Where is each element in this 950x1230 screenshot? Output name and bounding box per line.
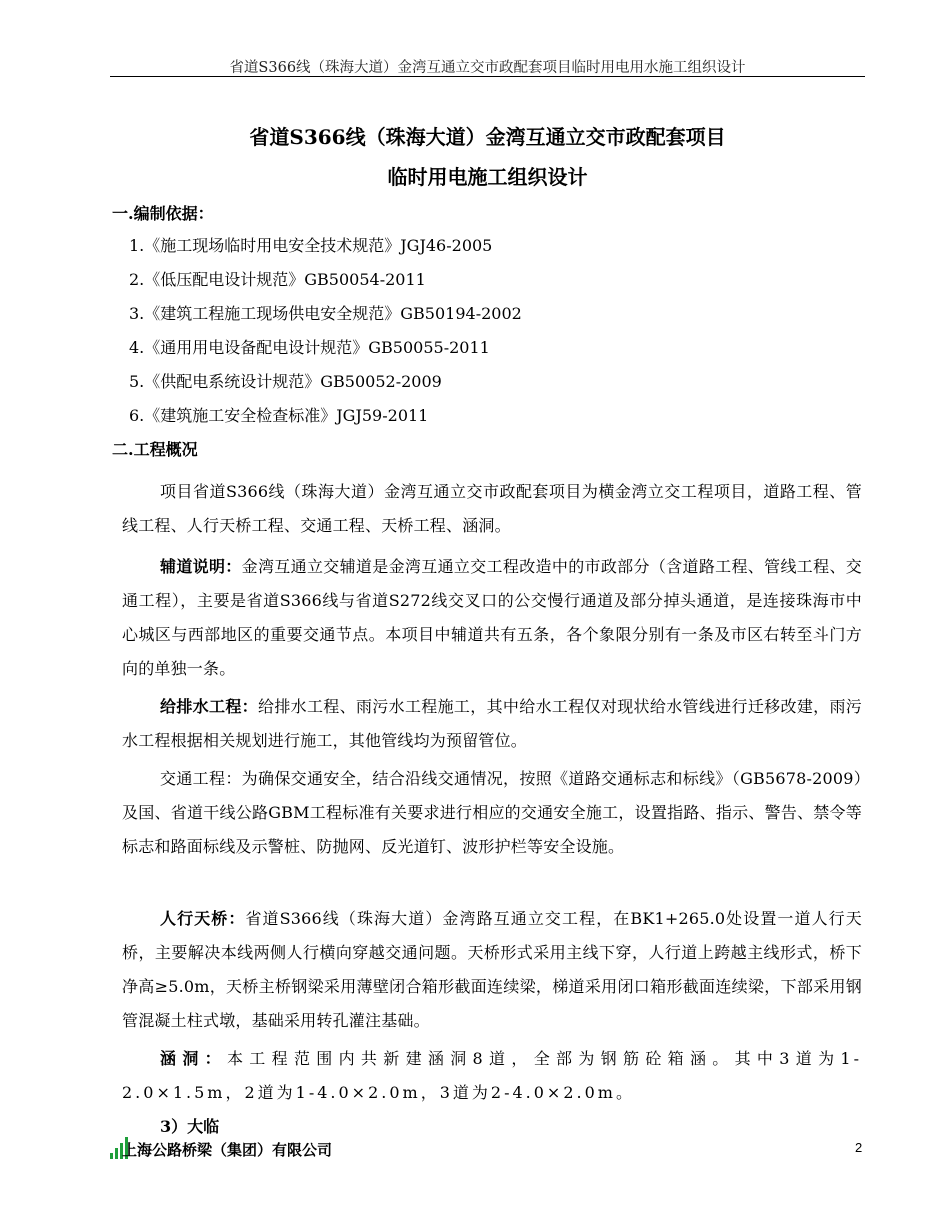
paragraph-label: 给排水工程： [160, 697, 258, 716]
paragraph-traffic [122, 762, 862, 864]
reference-item: 2.《低压配电设计规范》GB50054-2011 [129, 270, 426, 289]
paragraph-text: 省道S366线（珠海大道）金湾路互通立交工程，在BK1+265.0处设置一道人行天桥，主要解决本线两侧人行横向穿越交通问题。天桥形式采用主线下穿，人行道上跨越主线形式，桥下净高≥5.0m，天桥主桥钢梁采用薄壁闭合箱形截面连续梁，梯道采用闭口箱形截面连续梁，下部采用钢管混凝土柱式墩，基础采用转孔灌注基础。 [122, 909, 862, 1030]
paragraph-text: 金湾互通立交辅道是金湾互通立交工程改造中的市政部分（含道路工程、管线工程、交通工程），主要是省道S366线与省道S272线交叉口的公交慢行通道及部分掉头通道，是连接珠海市中心城区与西部地区的重要交通节点。本项目中辅道共有五条，各个象限分别有一条及市区右转至斗门方向的单独一条。 [122, 557, 862, 678]
reference-item: 5.《供配电系统设计规范》GB50052-2009 [129, 372, 442, 391]
page-number: 2 [855, 1140, 863, 1155]
document-title-line1: 省道S366线（珠海大道）金湾互通立交市政配套项目 [249, 125, 726, 149]
section-heading-overview: 二.工程概况 [112, 440, 198, 459]
paragraph-label: 辅道说明： [160, 557, 242, 576]
paragraph-water-drainage [122, 690, 862, 758]
paragraph-text: 给排水工程、雨污水工程施工，其中给水工程仅对现状给水管线进行迁移改建，雨污水工程根据相关规划进行施工，其他管线均为预留管位。 [122, 697, 863, 750]
document-title-line2: 临时用电施工组织设计 [387, 165, 588, 189]
reference-item: 4.《通用用电设备配电设计规范》GB50055-2011 [129, 338, 490, 357]
paragraph-text: 交通工程：为确保交通安全，结合沿线交通情况，按照《道路交通标志和标线》（GB5678-2009）及国、省道干线公路GBM工程标准有关要求进行相应的交通安全施工，设置指路、指示、警告、禁令等标志和路面标线及示警桩、防抛网、反光道钉、波形护栏等安全设施。 [122, 769, 862, 856]
paragraph-label: 涵洞： [160, 1049, 227, 1068]
paragraph-footbridge [122, 902, 862, 1038]
reference-item: 6.《建筑施工安全检查标准》JGJ59-2011 [129, 406, 429, 425]
reference-item: 3.《建筑工程施工现场供电安全规范》GB50194-2002 [129, 304, 522, 323]
reference-item: 1.《施工现场临时用电安全技术规范》JGJ46-2005 [129, 236, 493, 255]
paragraph-label: 人行天桥： [160, 909, 246, 928]
header-divider [110, 76, 865, 77]
subheading-temporary-facilities: 3）大临 [160, 1117, 220, 1136]
running-header-title: 省道S366线（珠海大道）金湾互通立交市政配套项目临时用电用水施工组织设计 [229, 60, 746, 76]
paragraph-auxiliary-road [122, 550, 862, 686]
footer-company-name: 上海公路桥梁（集团）有限公司 [122, 1141, 333, 1159]
section-heading-basis: 一.编制依据： [112, 204, 214, 223]
paragraph-text: 本工程范围内共新建涵洞8道，全部为钢筋砼箱涵。其中3道为1-2.0×1.5m，2道为1-4.0×2.0m，3道为2-4.0×2.0m。 [122, 1049, 862, 1102]
paragraph-intro: 项目省道S366线（珠海大道）金湾互通立交市政配套项目为横金湾立交工程项目，道路工程、管线工程、人行天桥工程、交通工程、天桥工程、涵洞。 [122, 482, 862, 535]
paragraph-culvert [122, 1042, 862, 1110]
